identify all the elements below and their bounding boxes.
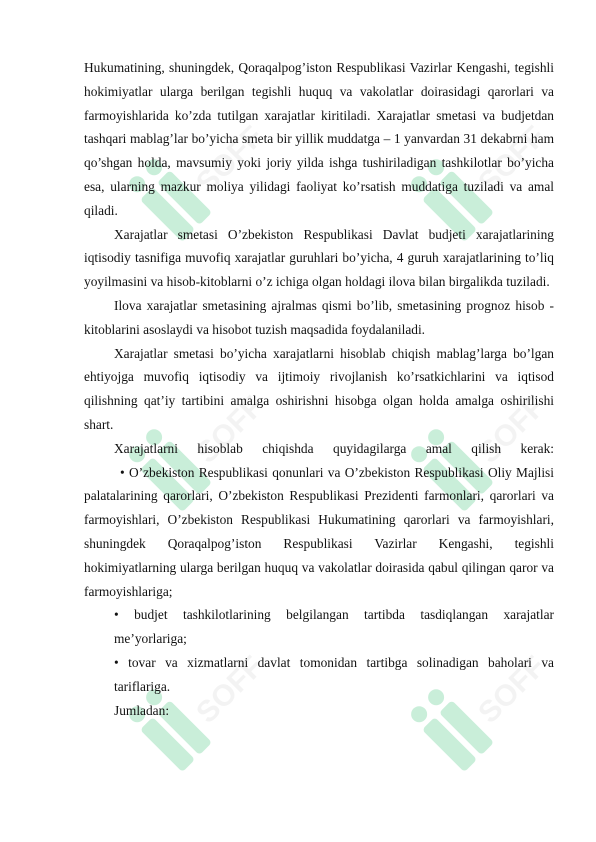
bullet-item-laws-text: • O’zbekiston Respublikasi qonunlari va O’zbekiston Respublikasi Oliy Majlisi palatalarining qarorlari, O’zbekiston Respublikasi Prezidenti farmonlari, qarorlari va farmoyishlari, O’zbekiston Respublikasi Hukumatining qarorlari va farmoyishlari, shuningdek Qoraqalpog’iston Respublikasi Vazirlar Kengashi, tegishli hokimiyatlarning ularga berilgan huquq va vakolatlar doirasida qabul qilingan qaror va farmoyishlariga;	[84, 464, 554, 599]
svg-text:SOFF: SOFF	[472, 389, 553, 470]
paragraph-calculation: Xarajatlar smetasi bo’yicha xarajatlarni hisoblab chiqish mablag’larga bo’lgan ehtiyojga muvofiq iqtisodiy va ijtimoiy rivojlanish ko’rsatkichlarini va iqtisod qilishning qat’iy tartibini amalga oshirishni hisobga olgan holda amalga oshirilishi shart.	[84, 345, 554, 432]
paragraph-jumladan: Jumladan:	[114, 702, 170, 718]
paragraph-appendix: Ilova xarajatlar smetasining ajralmas qismi bo’lib, smetasining prognoz hisob - kitoblarini asoslaydi va hisobot tuzish maqsadida foydalaniladi.	[84, 297, 554, 337]
bullet-item-laws	[84, 461, 554, 604]
svg-text:SOFF: SOFF	[472, 119, 553, 200]
svg-text:SOFF: SOFF	[190, 389, 271, 470]
bullet-item-norms: • budjet tashkilotlarining belgilangan tartibda tasdiqlangan xarajatlar me’yorlariga;	[114, 607, 554, 647]
document-body	[84, 56, 554, 722]
svg-text:SOFF: SOFF	[190, 649, 271, 730]
paragraph-smeta-structure: Xarajatlar smetasi O’zbekiston Respublikasi Davlat budjeti xarajatlarining iqtisodiy tasnifiga muvofiq xarajatlar guruhlari bo’yicha, 4 guruh xarajatlarining to’liq yoyilmasini va hisob-kitoblarni o’z ichiga olgan holdagi ilova bilan birgalikda tuziladi.	[84, 226, 554, 290]
svg-text:SOFF: SOFF	[472, 649, 553, 730]
svg-text:SOFF: SOFF	[190, 119, 271, 200]
paragraph-rules-intro: Xarajatlarni hisoblab chiqishda quyidagilarga amal qilish kerak:	[114, 440, 554, 456]
paragraph-intro: Hukumatining, shuningdek, Qoraqalpog’iston Respublikasi Vazirlar Kengashi, tegishli hokimiyatlar ularga berilgan tegishli huquq va vakolatlar doirasidagi qarorlari va farmoyishlarida ko’zda tutilgan xarajatlar kiritiladi. Xarajatlar smetasi va budjetdan tashqari mablag’lar bo’yicha smeta bir yillik muddatga – 1 yanvardan 31 dekabrni ham qo’shgan holda, mavsumiy yoki joriy yilda ishga tushiriladigan tashkilotlar bo’yicha esa, ularning mazkur moliya yilidagi faoliyat ko’rsatish muddatiga tuziladi va amal qiladi.	[84, 60, 554, 218]
bullet-item-prices: • tovar va xizmatlarni davlat tomonidan tartibga solinadigan baholari va tariflariga.	[114, 654, 554, 694]
